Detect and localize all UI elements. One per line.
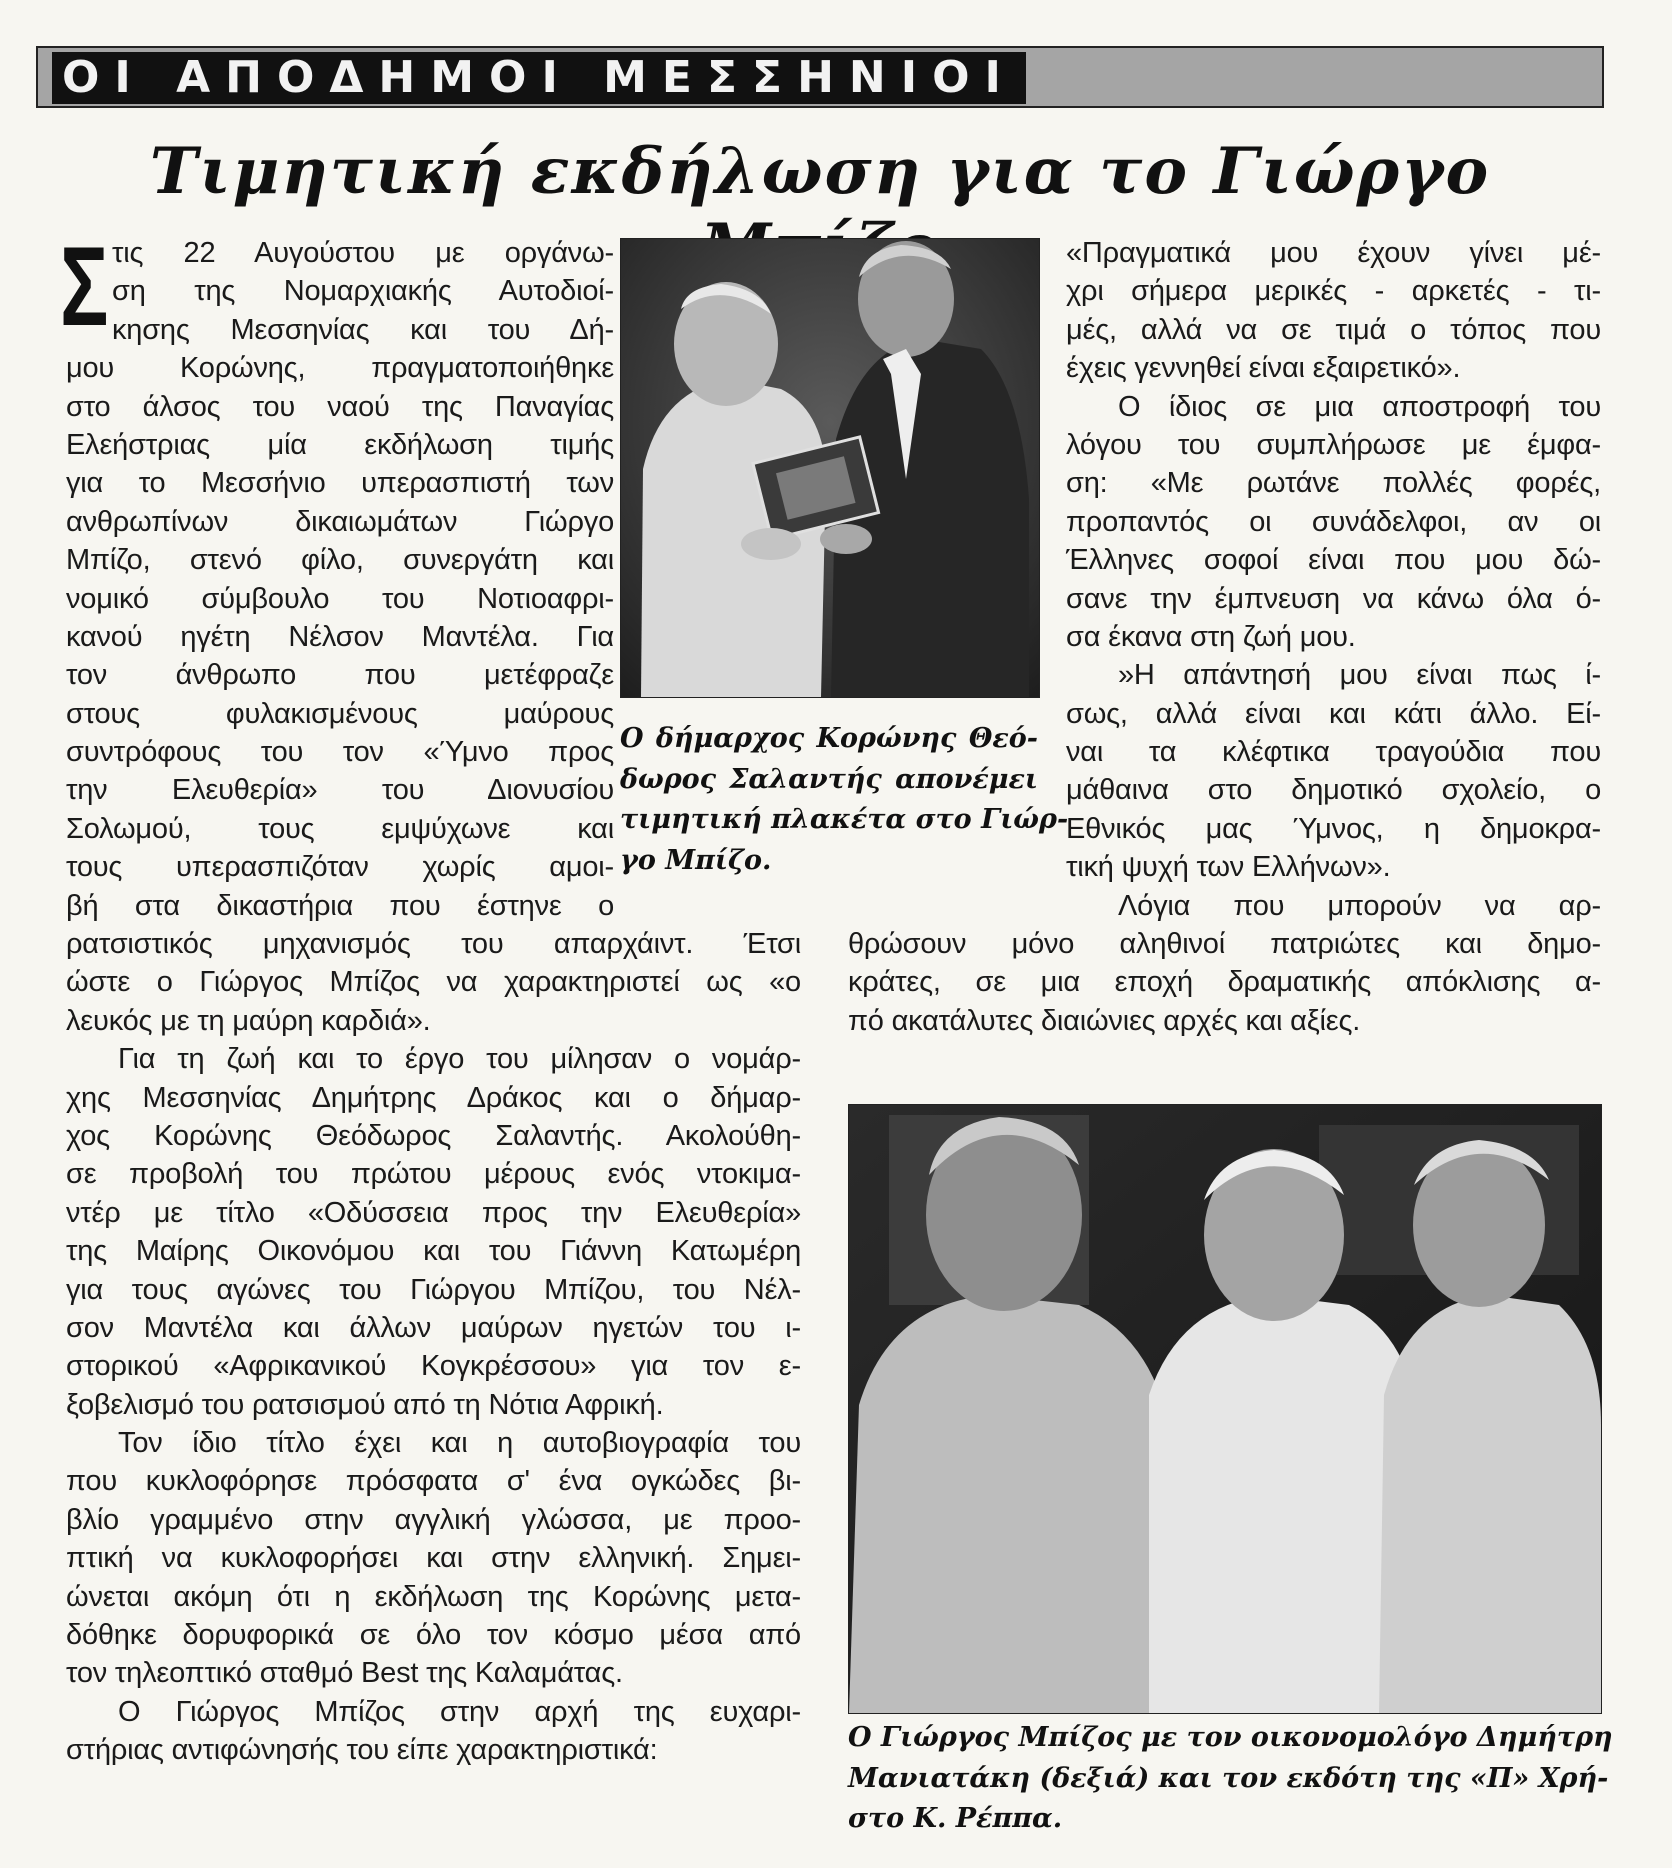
text-line: Ελεήστριας μία εκδήλωση τιμής xyxy=(66,428,614,461)
text-line: Μανιατάκη (δεξιά) και τον εκδότη της «Π» Χρή- xyxy=(848,1762,1609,1794)
text-line: πό ακατάλυτες διαιώνιες αρχές και αξίες. xyxy=(848,1004,1361,1037)
text-line: ανθρωπίνων δικαιωμάτων Γιώργο xyxy=(66,505,614,538)
text-line: στο Κ. Ρέππα. xyxy=(848,1803,1063,1834)
article-column-3 xyxy=(1066,234,1601,925)
text-line: βή στα δικαστήρια που έστηνε ο xyxy=(66,889,614,922)
text-line: την Ελευθερία» του Διονυσίου xyxy=(66,774,614,807)
text-line: πτική να κυκλοφορήσει και στην ελληνική. Σημει- xyxy=(66,1542,801,1575)
group-photo-caption xyxy=(848,1718,1613,1840)
text-line: ώστε ο Γιώργος Μπίζος να χαρακτηριστεί ως «ο xyxy=(66,966,801,999)
award-photo xyxy=(620,238,1040,698)
text-line: γο Μπίζο. xyxy=(620,844,772,876)
text-line: συντρόφους του τον «Ύμνο προς xyxy=(66,736,614,769)
text-line: θρώσουν μόνο αληθινοί πατριώτες και δημο- xyxy=(848,928,1601,960)
text-line: τον άνθρωπο που μετέφραζε xyxy=(66,659,614,692)
text-line: στορικού «Αφρικανικού Κογκρέσσου» για τον ε- xyxy=(66,1350,801,1383)
text-line: της Μαίρης Οικονόμου και του Γιάννη Κατωμέρη xyxy=(66,1235,801,1268)
text-line: σε προβολή του πρώτου μέρους ενός ντοκιμα- xyxy=(66,1158,801,1191)
drop-cap: Σ xyxy=(60,224,109,349)
text-line: Έλληνες σοφοί είναι που μου δώ- xyxy=(1066,544,1601,577)
text-line: για το Μεσσήνιο υπερασπιστή των xyxy=(66,467,614,500)
text-line: ξοβελισμό του ρατσισμού από τη Νότια Αφρική. xyxy=(66,1388,664,1421)
text-line: ση: «Με ρωτάνε πολλές φορές, xyxy=(1066,467,1601,500)
text-line: προπαντός οι συνάδελφοι, αν οι xyxy=(1066,505,1601,538)
text-line: Ο δήμαρχος Κορώνης Θεό- xyxy=(620,723,1038,754)
text-line: χρι σήμερα μερικές - αρκετές - τι- xyxy=(1066,275,1601,308)
text-line: τική ψυχή των Ελλήνων». xyxy=(1066,851,1391,884)
text-line: κησης Μεσσηνίας και του Δή- xyxy=(112,313,614,346)
text-line: Μπίζο, στενό φίλο, συνεργάτη και xyxy=(66,544,614,577)
group-photo xyxy=(848,1104,1602,1714)
text-line: ώνεται ακόμη ότι η εκδήλωση της Κορώνης μετα- xyxy=(66,1580,801,1613)
text-line: »Η απάντησή μου είναι πως ί- xyxy=(1118,659,1601,692)
text-line: σα έκανα στη ζωή μου. xyxy=(1066,620,1356,653)
article-column-1 xyxy=(60,224,614,925)
text-line: Εθνικός μας Ύμνος, η δημοκρα- xyxy=(1066,812,1601,845)
text-line: σανε την έμπνευση να κάνω όλα ό- xyxy=(1066,582,1601,615)
article-column-3-continued xyxy=(848,925,1601,1040)
text-line: τον τηλεοπτικό σταθμό Best της Καλαμάτας. xyxy=(66,1657,623,1690)
text-line: κράτες, σε μια εποχή δραματικής απόκλισης α- xyxy=(848,966,1601,999)
text-line: λευκός με τη μαύρη καρδιά». xyxy=(66,1004,431,1037)
text-line: ση της Νομαρχιακής Αυτοδιοί- xyxy=(112,275,614,308)
text-line: Ο Γιώργος Μπίζος στην αρχή της ευχαρι- xyxy=(118,1695,801,1728)
text-line: δωρος Σαλαντής απονέμει xyxy=(620,763,1038,795)
text-line: σως, αλλά είναι και κάτι άλλο. Εί- xyxy=(1066,697,1601,730)
text-line: Ο Γιώργος Μπίζος με τον οικονομολόγο Δημήτρη xyxy=(848,1722,1613,1753)
text-line: στο άλσος του ναού της Παναγίας xyxy=(66,390,614,423)
text-line: Λόγια που μπορούν να αρ- xyxy=(1118,889,1601,922)
text-line: σον Μαντέλα και άλλων μαύρων ηγετών του ι- xyxy=(66,1311,801,1344)
text-line: τους υπερασπιζόταν χωρίς αμοι- xyxy=(66,851,614,884)
text-line: Σολωμού, τους εμψύχωνε και xyxy=(66,812,614,845)
text-line: μάθαινα στο δημοτικό σχολείο, ο xyxy=(1066,774,1601,807)
text-line: Τον ίδιο τίτλο έχει και η αυτοβιογραφία του xyxy=(118,1427,801,1460)
text-line: για τους αγώνες του Γιώργου Μπίζου, του Νέλ- xyxy=(66,1273,801,1306)
text-line: μου Κορώνης, πραγματοποιήθηκε xyxy=(66,352,614,385)
text-line: κανού ηγέτη Νέλσον Μαντέλα. Για xyxy=(66,620,614,653)
text-line: που κυκλοφόρησε πρόσφατα σ' ένα ογκώδες βι- xyxy=(66,1465,801,1498)
article-column-1-continued xyxy=(66,925,801,1770)
text-line: δόθηκε δορυφορικά σε όλο τον κόσμο μέσα από xyxy=(66,1619,801,1652)
text-line: στους φυλακισμένους μαύρους xyxy=(66,697,614,730)
text-line: έχεις γεννηθεί είναι εξαιρετικό». xyxy=(1066,352,1461,385)
text-line: βλίο γραμμένο στην αγγλική γλώσσα, με προο- xyxy=(66,1503,801,1536)
text-line: ναι τα κλέφτικα τραγούδια που xyxy=(1066,736,1601,769)
text-line: χης Μεσσηνίας Δημήτρης Δράκος και ο δήμαρ- xyxy=(66,1081,801,1114)
text-line: στήριας αντιφώνησής του είπε χαρακτηριστικά: xyxy=(66,1734,658,1767)
section-banner xyxy=(36,46,1604,108)
text-line: Ο ίδιος σε μια αποστροφή του xyxy=(1118,390,1601,423)
text-line: τιμητική πλακέτα στο Γιώρ- xyxy=(620,804,1069,835)
text-line: χος Κορώνης Θεόδωρος Σαλαντής. Ακολούθη- xyxy=(66,1119,801,1152)
text-line: μές, αλλά να σε τιμά ο τόπος που xyxy=(1066,313,1601,346)
text-line: ρατσιστικός μηχανισμός του απαρχάιντ. Έτσι xyxy=(66,928,801,960)
text-line: νομικό σύμβουλο του Νοτιοαφρι- xyxy=(66,582,614,615)
text-line: τις 22 Αυγούστου με οργάνω- xyxy=(112,237,614,269)
section-title: ΟΙ ΑΠΟΔΗΜΟΙ ΜΕΣΣΗΝΙΟΙ xyxy=(52,52,1026,104)
text-line: «Πραγματικά μου έχουν γίνει μέ- xyxy=(1066,237,1601,269)
text-line: ντέρ με τίτλο «Οδύσσεια προς την Ελευθερία» xyxy=(66,1196,801,1229)
text-line: Για τη ζωή και το έργο του μίλησαν ο νομάρ- xyxy=(118,1043,801,1076)
award-photo-caption xyxy=(620,719,1069,881)
text-line: λόγου του συμπλήρωσε με έμφα- xyxy=(1066,428,1601,461)
article-headline: Τιμητική εκδήλωση για το Γιώργο xyxy=(149,134,1491,209)
